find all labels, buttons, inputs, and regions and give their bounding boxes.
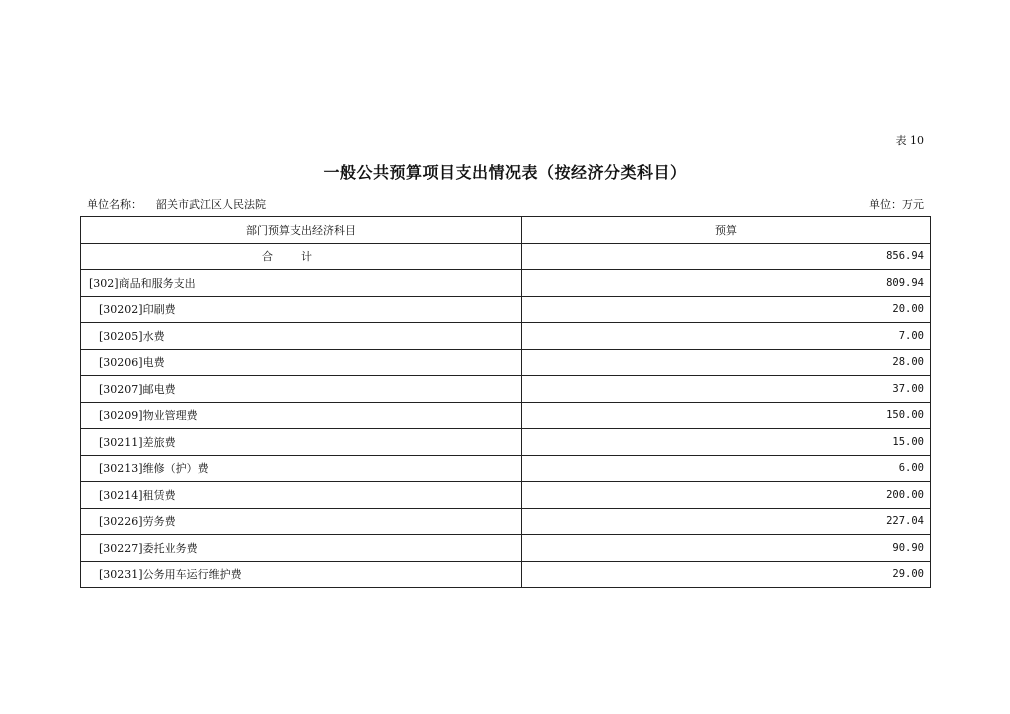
table-row: [81, 376, 931, 403]
row-subject: [30213]维修（护）费: [81, 455, 522, 482]
row-budget: 227.04: [522, 508, 931, 535]
unit-name-line: [87, 196, 266, 212]
table-row: [81, 508, 931, 535]
row-budget: 29.00: [522, 561, 931, 588]
row-budget: 37.00: [522, 376, 931, 403]
row-subject: [30227]委托业务费: [81, 535, 522, 562]
row-budget: 90.90: [522, 535, 931, 562]
table-row: [81, 455, 931, 482]
table-number: 表 10: [895, 134, 924, 147]
table-row: [81, 482, 931, 509]
row-budget: 809.94: [522, 270, 931, 297]
row-subject: [30226]劳务费: [81, 508, 522, 535]
row-subject: [302]商品和服务支出: [81, 270, 522, 297]
currency-unit: 单位：万元: [869, 198, 924, 211]
row-subject: [30207]邮电费: [81, 376, 522, 403]
header-subject: 部门预算支出经济科目: [81, 217, 522, 244]
unit-name-value: 韶关市武江区人民法院: [156, 198, 266, 211]
page-title: 一般公共预算项目支出情况表（按经济分类科目）: [323, 163, 687, 182]
table-row: [81, 270, 931, 297]
total-row: [81, 243, 931, 270]
row-budget: 15.00: [522, 429, 931, 456]
row-budget: 6.00: [522, 455, 931, 482]
row-budget: 200.00: [522, 482, 931, 509]
table-row: [81, 561, 931, 588]
table-row: [81, 349, 931, 376]
total-label: 合计: [81, 243, 522, 270]
row-budget: 20.00: [522, 296, 931, 323]
unit-name-label: 单位名称：: [87, 198, 142, 211]
total-value: 856.94: [522, 243, 931, 270]
row-subject: [30205]水费: [81, 323, 522, 350]
row-budget: 150.00: [522, 402, 931, 429]
row-budget: 7.00: [522, 323, 931, 350]
table-row: [81, 296, 931, 323]
table-row: [81, 429, 931, 456]
table-row: [81, 402, 931, 429]
table-row: [81, 535, 931, 562]
row-subject: [30209]物业管理费: [81, 402, 522, 429]
row-subject: [30202]印刷费: [81, 296, 522, 323]
table-row: [81, 323, 931, 350]
budget-table: [80, 216, 931, 588]
header-row: [81, 217, 931, 244]
row-subject: [30231]公务用车运行维护费: [81, 561, 522, 588]
row-budget: 28.00: [522, 349, 931, 376]
header-budget: 预算: [522, 217, 931, 244]
row-subject: [30211]差旅费: [81, 429, 522, 456]
row-subject: [30206]电费: [81, 349, 522, 376]
row-subject: [30214]租赁费: [81, 482, 522, 509]
